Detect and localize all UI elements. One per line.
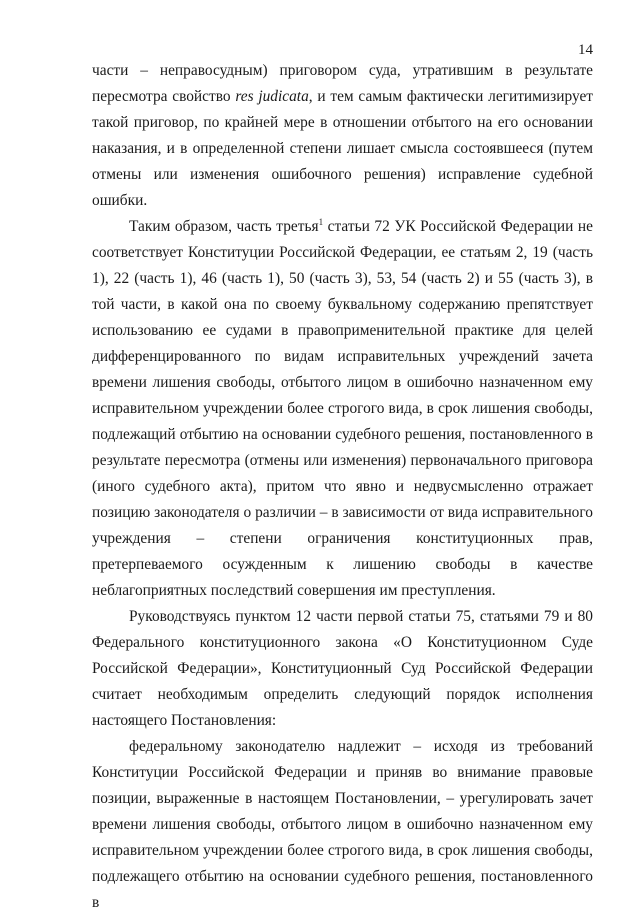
paragraph-text: статьи 72 УК Российской Федерации не соответствует Конституции Российской Федерации, ее статьям 2, 19 (часть 1), 22 (часть 1), 46 (часть 1), 50 (часть 3), 53, 54 (часть 2) и 55 (часть 3), в той части, в какой она по своему буквальному содержанию препятствует использованию ее судами в правоприменительной практике для целей дифференцированного по видам исправительных учреждений зачета времени лишения свободы, отбытого лицом в ошибочно назначенном ему исправительном учреждении более строгого вида, в срок лишения свободы, подлежащий отбытию на основании судебного решения, постановленного в результате пересмотра (отмены или изменения) первоначального приговора (иного судебного акта), притом что явно и недвусмысленно отражает позицию законодателя о различии – в зависимости от вида исправительного учреждения – степени ограничения конституционных прав, претерпеваемого осужденным к лишению свободы в качестве неблагоприятных последствий совершения им преступления. [92,218,593,599]
latin-term: res judicata [235,88,309,105]
paragraph-text: части – неправосудным) приговором суда, утратившим в результате пересмотра свойство [92,62,593,105]
paragraph-text: , и тем самым фактически легитимизирует такой приговор, по крайней мере в отношении отбытого на его основании наказания, и в определенной степени лишает смысла состоявшееся (путем отмены или изменения ошибочного решения) исправление судебной ошибки. [92,88,594,209]
document-body [92,58,593,916]
page-number: 14 [578,42,593,58]
paragraph-text: Руководствуясь пунктом 12 части первой статьи 75, статьями 79 и 80 Федерального конституционного закона «О Конституционном Суде Российской Федерации», Конституционный Суд Российской Федерации считает необходимым определить следующий порядок исполнения настоящего Постановления: [92,608,593,729]
paragraph-text: Таким образом, часть третья [129,218,319,235]
superscript-mark: 1 [318,216,324,227]
paragraph-instruction [92,734,593,916]
paragraph-text: федеральному законодателю надлежит – исходя из требований Конституции Российской Федерации и приняв во внимание правовые позиции, выраженные в настоящем Постановлении, – урегулировать зачет времени лишения свободы, отбытого лицом в ошибочно назначенном ему исправительном учреждении более строгого вида, в срок лишения свободы, подлежащего отбытию на основании судебного решения, постановленного в [92,738,593,911]
paragraph-continuation [92,58,593,214]
paragraph-guidance [92,604,593,734]
paragraph-conclusion [92,214,593,604]
